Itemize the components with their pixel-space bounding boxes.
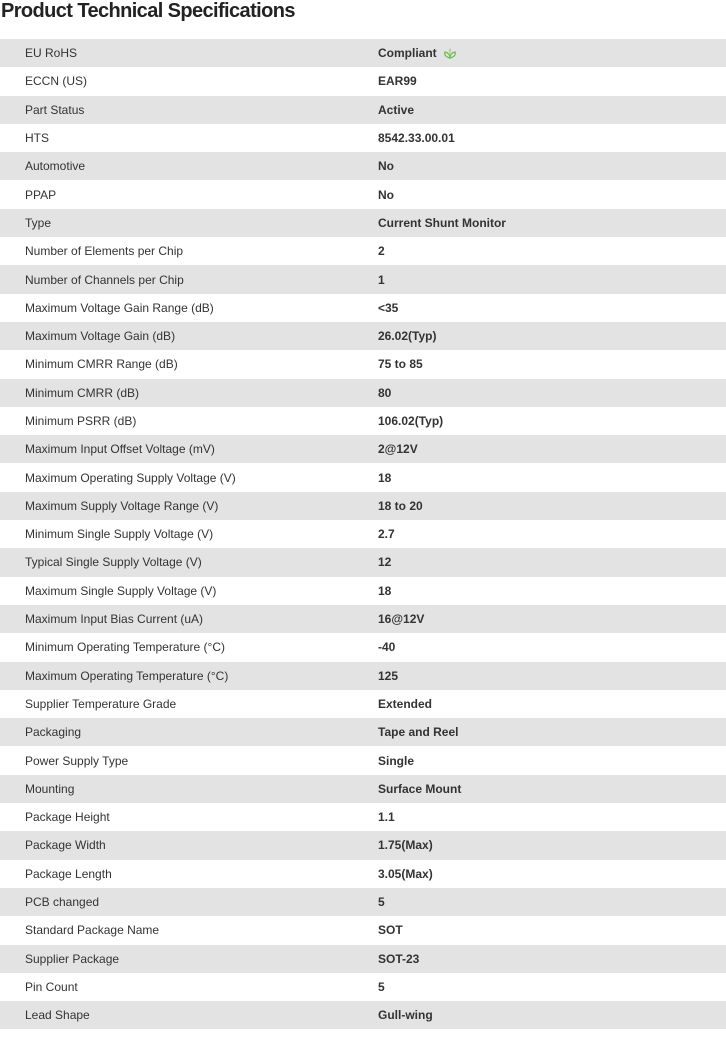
spec-name: Package Length (25, 866, 112, 881)
spec-name: Mounting (25, 781, 75, 796)
spec-row (0, 888, 726, 916)
spec-row (0, 803, 726, 831)
spec-table (0, 39, 726, 1029)
spec-value: 2@12V (378, 442, 418, 457)
spec-value: 80 (378, 385, 392, 400)
spec-value-cell (352, 605, 726, 633)
spec-table-body (0, 39, 726, 1029)
spec-value-cell (352, 718, 726, 746)
spec-value: Extended (378, 696, 433, 711)
spec-row (0, 662, 726, 690)
spec-name: Automotive (25, 159, 86, 174)
spec-row (0, 407, 726, 435)
spec-value-cell (352, 973, 726, 1001)
spec-value: Current Shunt Monitor (378, 215, 506, 230)
spec-name: Typical Single Supply Voltage (V) (25, 555, 202, 570)
spec-name: Maximum Voltage Gain (dB) (25, 329, 176, 344)
spec-value-cell (352, 662, 726, 690)
spec-name: Maximum Single Supply Voltage (V) (25, 583, 217, 598)
spec-value-cell (352, 322, 726, 350)
spec-value: No (378, 159, 394, 174)
spec-value-cell (352, 67, 726, 95)
spec-value: 16@12V (378, 612, 425, 627)
spec-value: 2 (378, 244, 385, 259)
spec-name: Package Width (25, 838, 106, 853)
spec-value: 75 to 85 (378, 357, 423, 372)
spec-name: Maximum Operating Supply Voltage (V) (25, 470, 236, 485)
spec-value: Single (378, 753, 415, 768)
spec-name: Supplier Temperature Grade (25, 696, 177, 711)
spec-name: Power Supply Type (25, 753, 129, 768)
spec-value-cell (352, 492, 726, 520)
spec-value-cell (352, 916, 726, 944)
spec-name: Maximum Voltage Gain Range (dB) (25, 300, 214, 315)
spec-value: 5 (378, 895, 385, 910)
spec-row (0, 973, 726, 1001)
spec-name: Part Status (25, 102, 85, 117)
spec-row (0, 294, 726, 322)
spec-value-cell (352, 152, 726, 180)
spec-value: Surface Mount (378, 781, 462, 796)
spec-row (0, 152, 726, 180)
spec-name: Maximum Operating Temperature (°C) (25, 668, 229, 683)
spec-row (0, 39, 726, 67)
spec-value: 26.02(Typ) (378, 329, 437, 344)
spec-row (0, 463, 726, 491)
spec-value: 5 (378, 979, 385, 994)
spec-value: Active (378, 102, 415, 117)
spec-value: 18 to 20 (378, 498, 423, 513)
spec-row (0, 945, 726, 973)
spec-value-cell (352, 96, 726, 124)
spec-row (0, 605, 726, 633)
spec-value: 125 (378, 668, 399, 683)
spec-value: SOT (378, 923, 403, 938)
spec-value: SOT-23 (378, 951, 420, 966)
spec-value-cell (352, 888, 726, 916)
spec-row (0, 492, 726, 520)
spec-name: HTS (25, 131, 49, 146)
spec-value: <35 (378, 300, 399, 315)
spec-row (0, 520, 726, 548)
spec-value-cell (352, 775, 726, 803)
spec-name: Minimum Single Supply Voltage (V) (25, 527, 214, 542)
spec-value: 1.1 (378, 810, 395, 825)
spec-name: Lead Shape (25, 1008, 90, 1023)
spec-name: Number of Channels per Chip (25, 272, 184, 287)
spec-value-cell (352, 209, 726, 237)
spec-value-cell (352, 350, 726, 378)
spec-value-cell (352, 548, 726, 576)
spec-name: Minimum Operating Temperature (°C) (25, 640, 225, 655)
spec-value-cell (352, 180, 726, 208)
spec-name: Supplier Package (25, 951, 120, 966)
spec-row (0, 67, 726, 95)
spec-value-cell (352, 831, 726, 859)
spec-value: No (378, 187, 394, 202)
spec-value: 18 (378, 583, 392, 598)
spec-row (0, 860, 726, 888)
spec-row (0, 718, 726, 746)
spec-value: 8542.33.00.01 (378, 131, 455, 146)
spec-name: EU RoHS (25, 46, 78, 61)
leaf-icon (443, 47, 457, 59)
spec-value-cell (352, 577, 726, 605)
spec-name: Pin Count (25, 979, 78, 994)
spec-name: PCB changed (25, 895, 100, 910)
spec-row (0, 96, 726, 124)
spec-row (0, 633, 726, 661)
spec-row (0, 831, 726, 859)
spec-value-cell (352, 690, 726, 718)
spec-value-cell (352, 294, 726, 322)
spec-name: Number of Elements per Chip (25, 244, 184, 259)
spec-value: -40 (378, 640, 396, 655)
spec-name: Minimum CMRR Range (dB) (25, 357, 178, 372)
spec-row (0, 548, 726, 576)
spec-row (0, 379, 726, 407)
page-title: Product Technical Specifications (1, 0, 295, 22)
spec-value-cell (352, 407, 726, 435)
spec-row (0, 124, 726, 152)
spec-value: 106.02(Typ) (378, 414, 444, 428)
spec-value: 1 (378, 272, 385, 287)
spec-name: Packaging (25, 725, 82, 740)
spec-name: Standard Package Name (25, 923, 160, 938)
spec-value-cell (352, 860, 726, 888)
spec-name: PPAP (25, 187, 57, 202)
spec-name: Minimum PSRR (dB) (25, 414, 137, 428)
spec-value: 3.05(Max) (378, 866, 433, 881)
spec-value-cell (352, 803, 726, 831)
spec-row (0, 209, 726, 237)
spec-value-cell (352, 945, 726, 973)
spec-row (0, 690, 726, 718)
spec-row (0, 775, 726, 803)
spec-value: Gull-wing (378, 1008, 433, 1023)
spec-name: Maximum Supply Voltage Range (V) (25, 498, 219, 513)
spec-value-cell (352, 520, 726, 548)
spec-value-cell (352, 237, 726, 265)
spec-value: 18 (378, 470, 392, 485)
spec-row (0, 1001, 726, 1029)
spec-name: Minimum CMRR (dB) (25, 385, 139, 400)
spec-value-cell (352, 39, 726, 67)
spec-value: 1.75(Max) (378, 838, 433, 853)
spec-row (0, 265, 726, 293)
spec-value: EAR99 (378, 74, 417, 89)
spec-row (0, 435, 726, 463)
spec-name: ECCN (US) (25, 74, 87, 89)
spec-value: Tape and Reel (378, 725, 459, 740)
spec-row (0, 916, 726, 944)
spec-row (0, 350, 726, 378)
spec-row (0, 746, 726, 774)
spec-value-cell (352, 379, 726, 407)
spec-value: 2.7 (378, 527, 395, 542)
spec-value-cell (352, 746, 726, 774)
spec-value-cell (352, 633, 726, 661)
spec-value-cell (352, 265, 726, 293)
spec-row (0, 322, 726, 350)
spec-name: Type (25, 215, 52, 230)
spec-row (0, 577, 726, 605)
spec-row (0, 237, 726, 265)
spec-name: Maximum Input Bias Current (uA) (25, 612, 204, 627)
spec-name: Package Height (25, 810, 110, 825)
spec-value-cell (352, 463, 726, 491)
spec-value: 12 (378, 555, 392, 570)
spec-row (0, 180, 726, 208)
spec-value-cell (352, 124, 726, 152)
spec-value-cell (352, 435, 726, 463)
spec-value-cell (352, 1001, 726, 1029)
spec-name: Maximum Input Offset Voltage (mV) (25, 442, 215, 457)
spec-value: Compliant (378, 46, 437, 61)
